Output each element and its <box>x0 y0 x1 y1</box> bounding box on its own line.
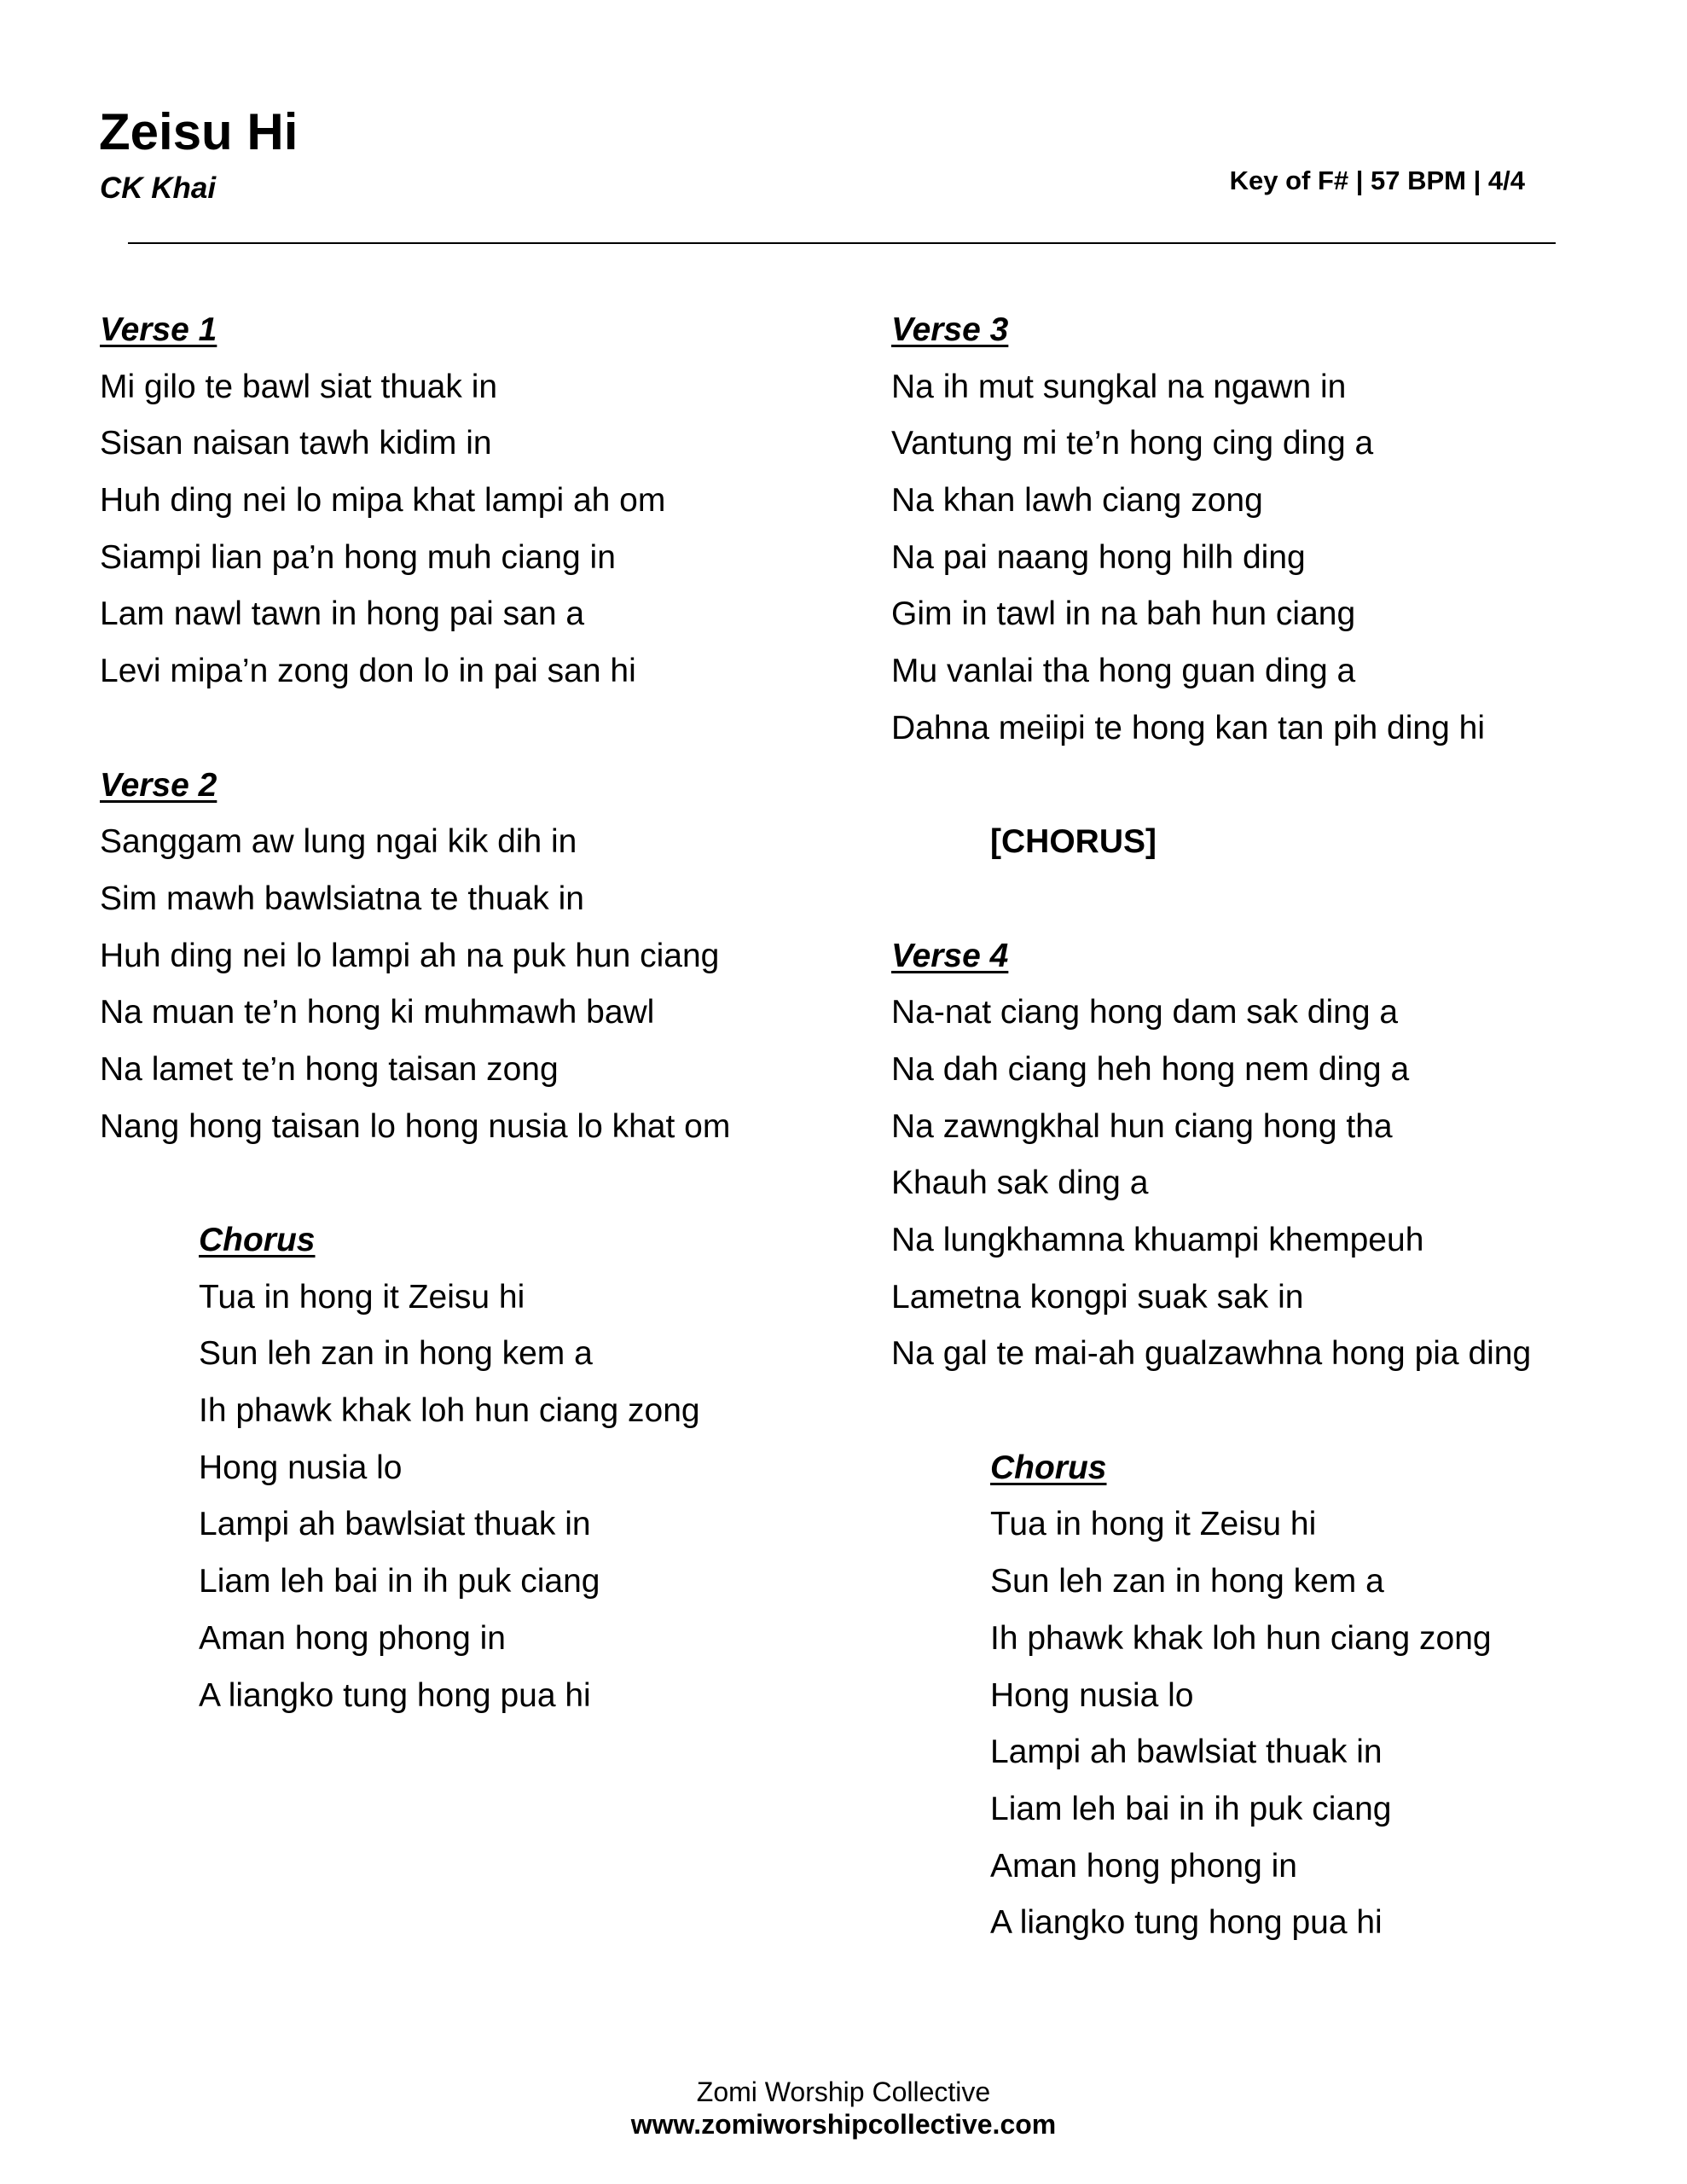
lyric-line: Khauh sak ding a <box>891 1165 1149 1202</box>
lyric-line: Huh ding nei lo lampi ah na puk hun ciang <box>100 937 720 974</box>
lyric-line: Hong nusia lo <box>199 1449 403 1486</box>
lyric-line: Gim in tawl in na bah hun ciang <box>891 595 1356 633</box>
lyric-line: Nang hong taisan lo hong nusia lo khat om <box>100 1107 731 1145</box>
lyric-line: Liam leh bai in ih puk ciang <box>199 1563 600 1600</box>
lyric-line: Na muan te’n hong ki muhmawh bawl <box>100 994 655 1031</box>
lyric-line: Sisan naisan tawh kidim in <box>100 425 492 462</box>
lyric-line: Na dah ciang heh hong nem ding a <box>891 1050 1410 1088</box>
song-title: Zeisu Hi <box>99 103 299 160</box>
blank-line <box>100 700 730 758</box>
lyric-line: Sanggam aw lung ngai kik dih in <box>100 823 577 861</box>
lyric-line: Na zawngkhal hun ciang hong tha <box>891 1107 1393 1145</box>
lyric-line: Na lungkhamna khuampi khempeuh <box>891 1222 1424 1258</box>
lyric-line: Vantung mi te’n hong cing ding a <box>891 425 1374 462</box>
lyric-line: Aman hong phong in <box>199 1619 506 1657</box>
section-heading: Verse 2 <box>100 766 217 804</box>
lyric-line: Na gal te mai-ah gualzawhna hong pia ding <box>891 1335 1532 1373</box>
song-author: CK Khai <box>100 171 217 205</box>
lyric-line: Sim mawh bawlsiatna te thuak in <box>100 880 584 917</box>
section-heading: Verse 1 <box>100 311 217 348</box>
blank-line <box>100 1155 730 1212</box>
lyric-line: Huh ding nei lo mipa khat lampi ah om <box>100 482 666 520</box>
lyric-line: Dahna meiipi te hong kan tan pih ding hi <box>891 709 1485 746</box>
lyric-line: Tua in hong it Zeisu hi <box>990 1506 1317 1543</box>
section-heading: Verse 3 <box>891 311 1009 348</box>
lyric-line: Na ih mut sungkal na ngawn in <box>891 368 1347 405</box>
lyric-line: Lam nawl tawn in hong pai san a <box>100 595 585 633</box>
lyric-line: Hong nusia lo <box>990 1676 1194 1714</box>
lyric-line: Na-nat ciang hong dam sak ding a <box>891 994 1399 1031</box>
lyric-line: A liangko tung hong pua hi <box>990 1904 1383 1942</box>
blank-line <box>891 871 1531 928</box>
lyric-line: Sun leh zan in hong kem a <box>990 1563 1384 1600</box>
lyric-line: Lametna kongpi suak sak in <box>891 1278 1304 1316</box>
blank-line <box>891 1383 1531 1440</box>
lyric-line: Ih phawk khak loh hun ciang zong <box>199 1392 700 1430</box>
section-heading: Chorus <box>199 1222 316 1258</box>
footer-website-link[interactable]: www.zomiworshipcollective.com <box>630 2109 1057 2140</box>
lyric-line: Lampi ah bawlsiat thuak in <box>199 1506 591 1543</box>
lyrics-column-right <box>891 302 1531 1952</box>
lyric-line: Na lamet te’n hong taisan zong <box>100 1050 559 1088</box>
section-heading: Verse 4 <box>891 937 1009 974</box>
lyrics-column-left <box>100 302 730 1724</box>
lyric-line: Aman hong phong in <box>990 1847 1297 1885</box>
lyric-line: Lampi ah bawlsiat thuak in <box>990 1734 1383 1771</box>
lyric-line: Tua in hong it Zeisu hi <box>199 1278 525 1316</box>
lyric-line: Liam leh bai in ih puk ciang <box>990 1790 1392 1827</box>
lyric-line: Mi gilo te bawl siat thuak in <box>100 368 498 405</box>
lyric-line: Na khan lawh ciang zong <box>891 482 1263 520</box>
lyric-line: Sun leh zan in hong kem a <box>199 1335 593 1373</box>
lyric-line: Ih phawk khak loh hun ciang zong <box>990 1619 1492 1657</box>
lyric-line: Mu vanlai tha hong guan ding a <box>891 653 1356 690</box>
lyric-line: Siampi lian pa’n hong muh ciang in <box>100 538 616 576</box>
song-key-tempo-meter: Key of F# | 57 BPM | 4/4 <box>1229 166 1525 195</box>
lyric-line: A liangko tung hong pua hi <box>199 1676 591 1714</box>
section-heading: Chorus <box>990 1449 1107 1486</box>
header-divider <box>128 242 1556 244</box>
footer-organization: Zomi Worship Collective <box>696 2077 991 2107</box>
blank-line <box>891 758 1531 815</box>
lyric-line: Levi mipa’n zong don lo in pai san hi <box>100 653 636 690</box>
section-marker: [CHORUS] <box>990 823 1157 861</box>
lyric-line: Na pai naang hong hilh ding <box>891 538 1306 576</box>
